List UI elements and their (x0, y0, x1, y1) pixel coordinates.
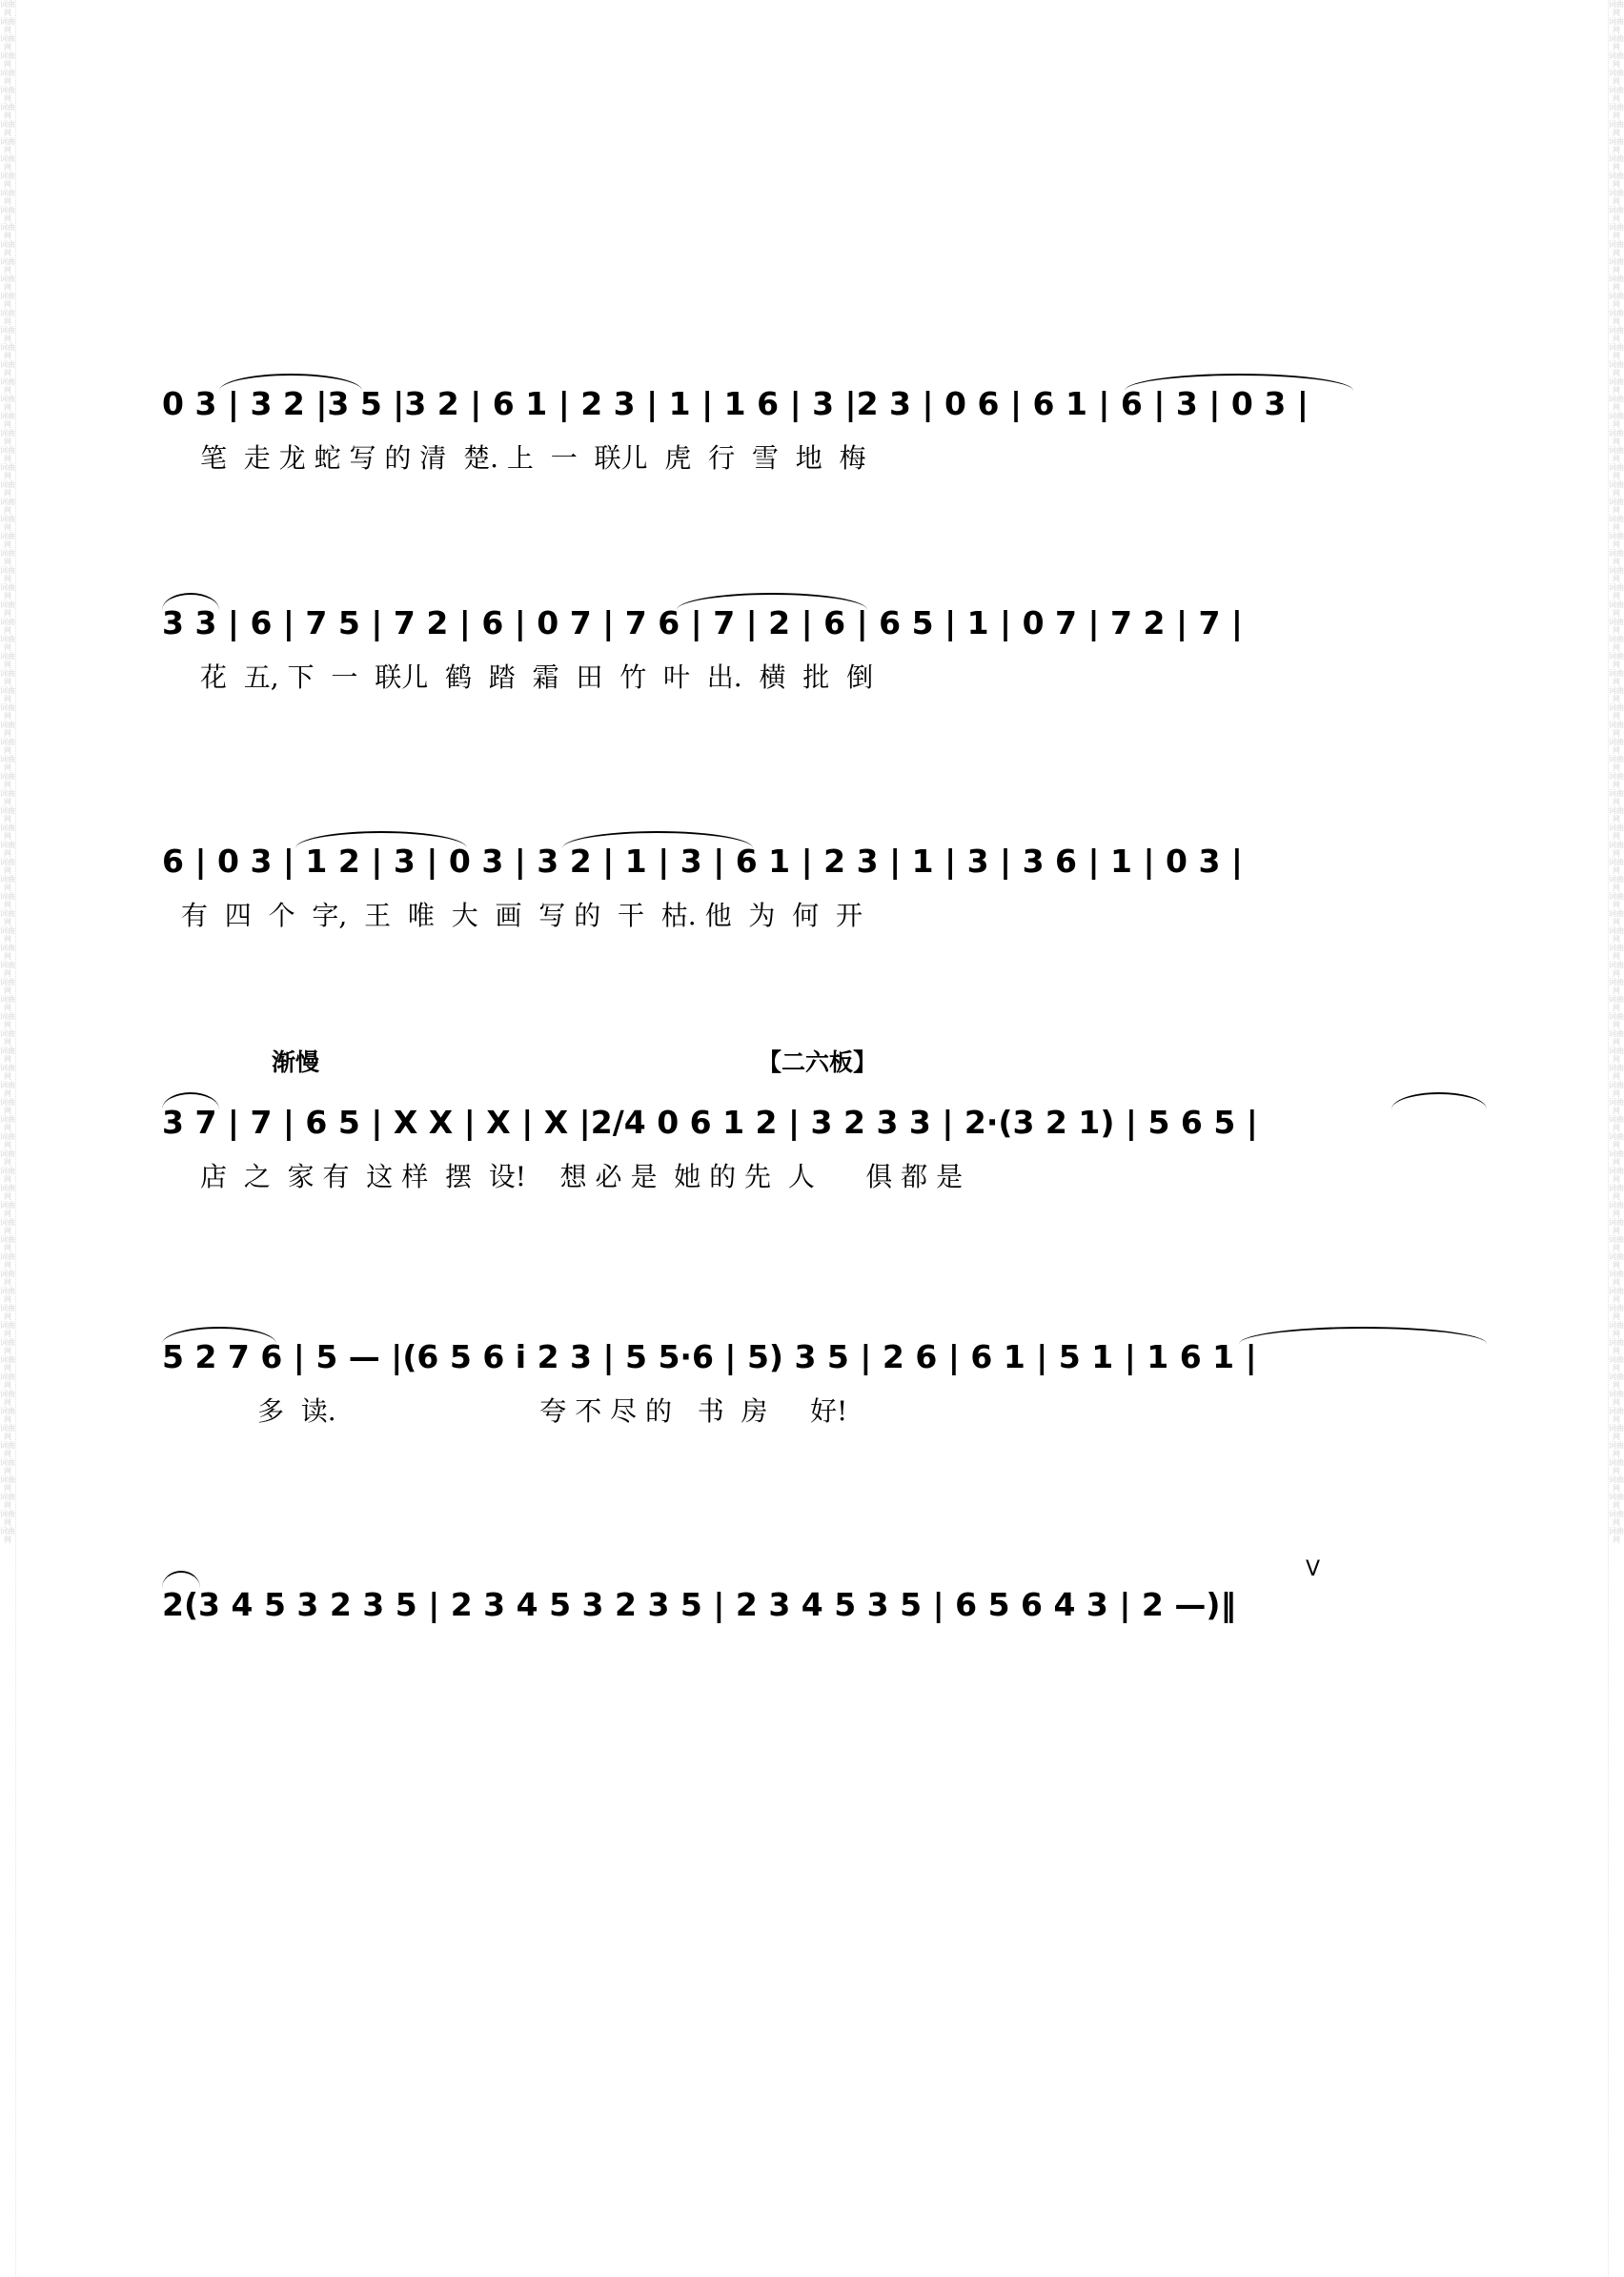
lyric-line: 店 之 家 有 这 样 摆 设! 想 必 是 她 的 先 人 俱 都 是 (200, 1161, 964, 1192)
banshi-marking: 【二六板】 (758, 1048, 878, 1076)
notation-line: 5 2 7 6 | 5 — |(6 5 6 i 2 3 | 5 5·6 | 5) 3 5 | 2 6 | 6 1 | 5 1 | 1 6 1 | (162, 1338, 1257, 1375)
lyric-line: 笔 走 龙 蛇 写 的 清 楚. 上 一 联儿 虎 行 雪 地 梅 (200, 442, 866, 474)
breath-mark: V (1306, 1557, 1321, 1581)
watermark-strip-right: 词曲网 词曲网 词曲网 词曲网 词曲网 词曲网 词曲网 词曲网 词曲网 词曲网 词曲网 词曲网 词曲网 词曲网 词曲网 词曲网 词曲网 词曲网 词曲网 词曲网 词曲网 词曲网 词曲网 词曲网 词曲网 词曲网 词曲网 词曲网 词曲网 词曲网 词曲网 词曲网 词曲网 词曲网 词曲网 词曲网 词曲网 词曲网 词曲网 词曲网 词曲网 词曲网 词曲网 词曲网 词曲网 词曲网 词曲网 词曲网 词曲网 词曲网 词曲网 词曲网 词曲网 词曲网 词曲网 词曲网 词曲网 词曲网 词曲网 词曲网 词曲网 词曲网 词曲网 词曲网 词曲网 词曲网 词曲网 词曲网 词曲网 词曲网 词曲网 词曲网 词曲网 词曲网 词曲网 词曲网 词曲网 词曲网 词曲网 词曲网 词曲网 词曲网 词曲网 词曲网 词曲网 词曲网 词曲网 词曲网 词曲网 词曲网 (1608, 0, 1624, 2277)
notation-line: 2(3 4 5 3 2 3 5 | 2 3 4 5 3 2 3 5 | 2 3 4 5 3 5 | 6 5 6 4 3 | 2 —)‖ (162, 1586, 1236, 1623)
watermark-strip-left: 词曲网 词曲网 词曲网 词曲网 词曲网 词曲网 词曲网 词曲网 词曲网 词曲网 词曲网 词曲网 词曲网 词曲网 词曲网 词曲网 词曲网 词曲网 词曲网 词曲网 词曲网 词曲网 词曲网 词曲网 词曲网 词曲网 词曲网 词曲网 词曲网 词曲网 词曲网 词曲网 词曲网 词曲网 词曲网 词曲网 词曲网 词曲网 词曲网 词曲网 词曲网 词曲网 词曲网 词曲网 词曲网 词曲网 词曲网 词曲网 词曲网 词曲网 词曲网 词曲网 词曲网 词曲网 词曲网 词曲网 词曲网 词曲网 词曲网 词曲网 词曲网 词曲网 词曲网 词曲网 词曲网 词曲网 词曲网 词曲网 词曲网 词曲网 词曲网 词曲网 词曲网 词曲网 词曲网 词曲网 词曲网 词曲网 词曲网 词曲网 词曲网 词曲网 词曲网 词曲网 词曲网 词曲网 词曲网 词曲网 词曲网 词曲网 (0, 0, 16, 2277)
notation-line: 0 3 | 3 2 |3 5 |3 2 | 6 1 | 2 3 | 1 | 1 6 | 3 |2 3 | 0 6 | 6 1 | 6 | 3 | 0 3 | (162, 385, 1309, 422)
lyric-line: 花 五, 下 一 联儿 鹤 踏 霜 田 竹 叶 出. 横 批 倒 (200, 661, 874, 693)
tempo-marking: 渐慢 (272, 1048, 320, 1076)
lyric-line: 多 读. 夸 不 尽 的 书 房 好! (257, 1395, 848, 1427)
notation-line: 6 | 0 3 | 1 2 | 3 | 0 3 | 3 2 | 1 | 3 | 6 1 | 2 3 | 1 | 3 | 3 6 | 1 | 0 3 | (162, 843, 1243, 880)
notation-line: 3 3 | 6 | 7 5 | 7 2 | 6 | 0 7 | 7 6 | 7 | 2 | 6 | 6 5 | 1 | 0 7 | 7 2 | 7 | (162, 604, 1243, 641)
lyric-line: 有 四 个 字, 王 唯 大 画 写 的 干 枯. 他 为 何 开 (181, 900, 863, 931)
notation-line: 3 7 | 7 | 6 5 | X X | X | X |2/4 0 6 1 2 | 3 2 3 3 | 2·(3 2 1) | 5 6 5 | (162, 1104, 1258, 1141)
